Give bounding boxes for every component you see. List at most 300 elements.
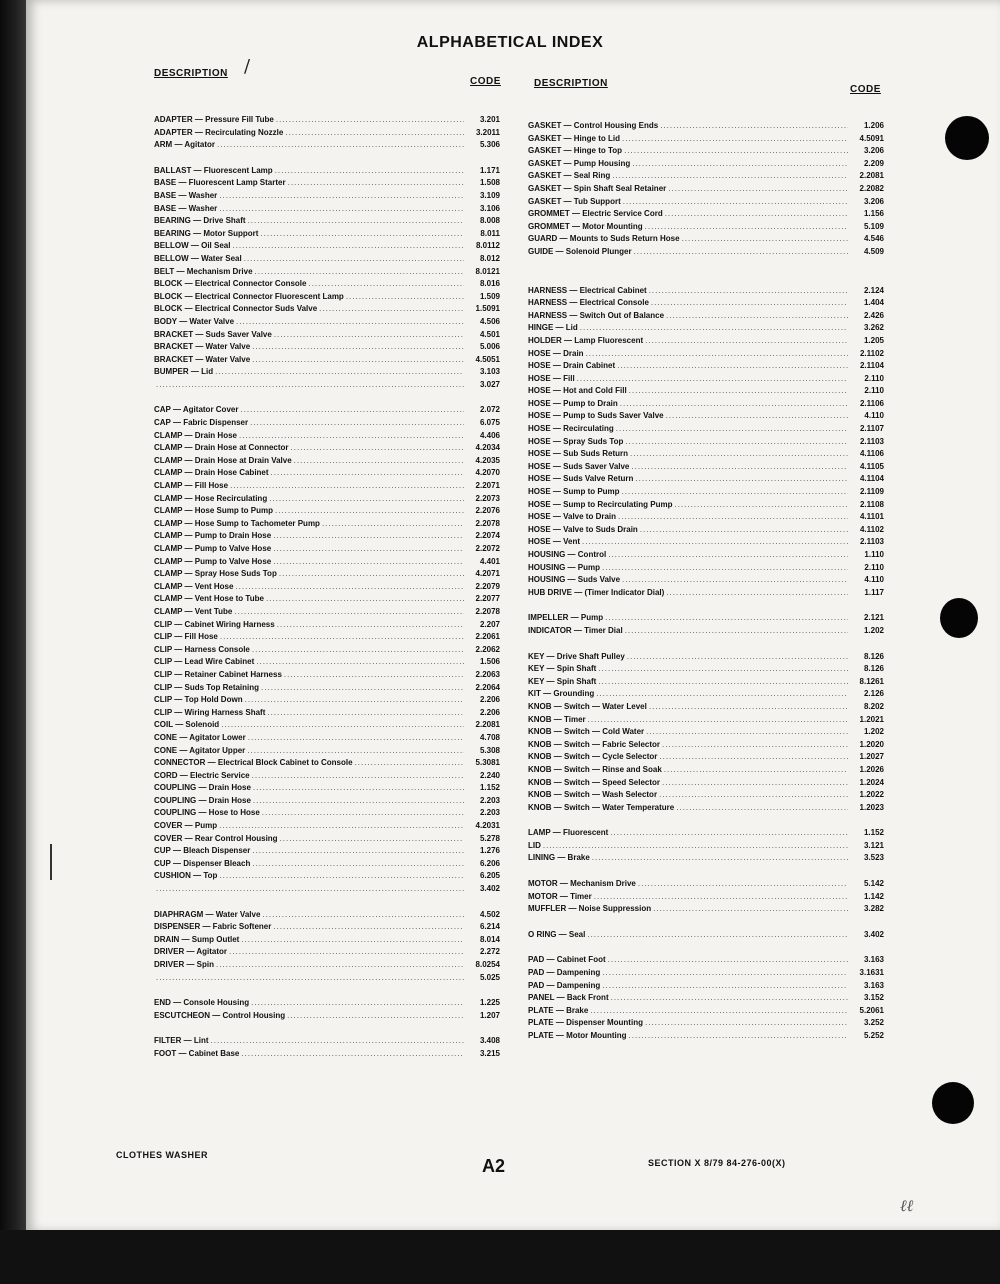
entry-description: COUPLING — Drain Hose [154,783,251,793]
entry-description: FILTER — Lint [154,1036,209,1046]
entry-code: 4.509 [863,246,884,256]
index-entry [528,448,884,461]
index-entry [154,732,500,745]
index-entry [154,833,500,846]
index-entry [154,165,500,178]
index-entry [528,436,884,449]
dot-leader [612,170,848,183]
entry-description: CLIP — Retainer Cabinet Harness [154,669,282,679]
dot-leader [629,1030,849,1043]
dot-leader [618,511,848,524]
index-entry [528,511,884,524]
entry-code: 1.206 [863,121,884,130]
dot-leader [596,688,848,701]
index-entry [154,593,500,606]
dot-leader [291,442,464,455]
entry-code: 3.206 [863,146,884,156]
entry-description: KNOB — Switch — Rinse and Soak [528,764,662,774]
dot-leader [241,1048,464,1061]
entry-description: KEY — Spin Shaft [528,676,597,686]
dot-leader [287,1010,464,1023]
scan-border-bottom [0,1230,1000,1284]
entry-code: 6.214 [479,922,500,932]
dot-leader [248,215,464,228]
dot-leader [230,480,464,493]
index-entry [154,845,500,858]
entry-code: 2.2071 [475,481,500,491]
index-entry [154,505,500,518]
entry-description: HOSE — Drain [528,348,584,358]
index-entry [528,221,884,234]
entry-description: KNOB — Switch — Cold Water [528,727,645,737]
entry-description: KNOB — Switch — Water Temperature [528,802,675,812]
entry-code: 4.2071 [475,569,500,579]
dot-leader [266,593,464,606]
dot-leader [355,757,464,770]
dot-leader [319,303,464,316]
entry-code: 4.501 [479,329,500,339]
entry-code: 4.1106 [859,449,884,459]
entry-description: GASKET — Spin Shaft Seal Retainer [528,183,667,193]
entry-description: KNOB — Switch — Cycle Selector [528,752,658,762]
index-entry [528,461,884,474]
index-entry [154,480,500,493]
entry-code: 1.225 [479,998,500,1008]
index-entry [528,322,884,335]
entry-code: 3.106 [479,203,500,213]
entry-description: CONE — Agitator Lower [154,732,246,742]
index-entry [154,1010,500,1023]
entry-code: 5.306 [479,140,500,150]
entry-code: 2.1106 [859,398,884,408]
dot-leader [659,789,848,802]
dot-leader [627,651,848,664]
index-entry [154,278,500,291]
index-entry [528,233,884,246]
dot-leader [262,807,464,820]
entry-code: 2.1103 [859,537,884,547]
entry-description: HOSE — Sump to Recirculating Pump [528,499,673,509]
dot-leader [632,158,848,171]
index-entry [528,373,884,386]
index-entry [528,473,884,486]
dot-leader [608,549,848,562]
entry-description: BASE — Washer [154,203,218,213]
entry-code: 8.126 [863,664,884,674]
dot-leader [236,316,464,329]
entry-code: 2.206 [479,707,500,717]
entry-code: 3.1631 [859,968,884,978]
entry-description: CLAMP — Hose Sump to Tachometer Pump [154,518,320,528]
entry-code: 4.502 [479,909,500,919]
entry-code: 1.2020 [859,739,884,749]
dot-leader [252,341,464,354]
entry-description: DRIVER — Agitator [154,947,228,957]
index-entry [154,883,500,896]
dot-leader [588,714,848,727]
index-entry [528,385,884,398]
entry-code: 3.252 [863,1018,884,1028]
index-entry [154,782,500,795]
index-entry [154,240,500,253]
entry-description: BRACKET — Suds Saver Valve [154,329,272,339]
dot-leader [156,972,464,985]
index-entry [528,486,884,499]
index-entry [528,1005,884,1018]
entry-description: BASE — Fluorescent Lamp Starter [154,178,286,188]
entry-code: 4.546 [863,234,884,244]
index-entry [154,228,500,241]
dot-leader [602,967,848,980]
index-entry [154,139,500,152]
entry-code: 8.016 [479,279,500,289]
entry-code: 2.209 [863,158,884,168]
index-entry [528,183,884,196]
index-entry [528,903,884,916]
entry-code: 2.1103 [859,436,884,446]
entry-code: 2.1108 [859,499,884,509]
entry-code: 8.0254 [475,960,500,969]
entry-description: KIT — Grounding [528,689,595,699]
entry-description: CLIP — Harness Console [154,644,250,654]
index-entry [528,663,884,676]
dot-leader [261,682,464,695]
entry-group-gap [528,814,884,827]
column-header-description-right: DESCRIPTION [534,78,608,89]
index-entry [154,127,500,140]
dot-leader [235,581,464,594]
dot-leader [240,404,464,417]
entry-code: 1.509 [479,291,500,301]
index-entry [528,310,884,323]
dot-leader [592,852,848,865]
index-entry [154,266,500,279]
index-entry [154,997,500,1010]
footer-product-name: CLOTHES WASHER [116,1150,209,1160]
dot-leader [245,694,464,707]
entry-code: 1.2024 [859,777,884,787]
entry-code: 2.2072 [475,544,500,553]
entry-code: 8.011 [480,228,500,238]
entry-description: COUPLING — Drain Hose [154,795,251,805]
dot-leader [220,631,464,644]
entry-code: 2.110 [864,386,884,396]
dot-leader [219,820,464,833]
entry-group-gap [154,1022,500,1035]
index-entry [154,909,500,922]
entry-code: 2.2062 [475,644,500,654]
index-entry [154,745,500,758]
entry-code: 3.201 [479,115,500,124]
dot-leader [610,827,848,840]
entry-description: HOUSING — Control [528,550,607,559]
dot-leader [625,625,848,638]
index-entry [154,820,500,833]
entry-code: 4.2035 [475,455,500,465]
index-entry [154,694,500,707]
index-entry [528,739,884,752]
index-entry [154,770,500,783]
entry-code: 2.2064 [475,682,500,692]
entry-code: 3.027 [479,379,500,389]
entry-description: GROMMET — Motor Mounting [528,221,643,231]
entry-code: 8.1261 [859,676,884,686]
entry-description: BEARING — Drive Shaft [154,216,246,226]
index-entry [528,777,884,790]
dot-leader [666,310,848,323]
index-entry [154,190,500,203]
index-entry [154,341,500,354]
dot-leader [260,228,464,241]
entry-description: GASKET — Hinge to Lid [528,133,620,143]
dot-leader [216,959,464,972]
handwritten-note: ℓℓ [900,1196,914,1215]
dot-leader [666,587,848,600]
index-entry [528,980,884,993]
scan-border-left [0,0,28,1284]
entry-code: 1.202 [863,727,884,737]
entry-code: 3.215 [479,1048,500,1058]
entry-description: HOSE — Fill [528,373,575,383]
entry-code: 2.2077 [475,594,500,604]
entry-description: HARNESS — Electrical Cabinet [528,285,647,295]
entry-code: 5.252 [863,1031,884,1040]
column-header-code-left: CODE [470,76,501,87]
entry-description: LAMP — Fluorescent [528,828,609,838]
entry-code: 3.282 [863,904,884,914]
dot-leader [232,240,464,253]
entry-code: 2.2073 [475,493,500,503]
entry-code: 4.2031 [475,821,500,831]
index-entry [154,858,500,871]
index-entry [154,329,500,342]
index-entry [528,802,884,815]
dot-leader [221,719,464,732]
dot-leader [543,840,848,853]
entry-description: GASKET — Hinge to Top [528,146,623,156]
entry-description: MUFFLER — Noise Suppression [528,904,652,914]
entry-description: CLAMP — Drain Hose at Connector [154,443,289,453]
entry-description: HOUSING — Pump [528,562,601,572]
entry-code: 5.006 [479,342,500,352]
index-entry [528,625,884,638]
footer-section-info: SECTION X 8/79 84-276-00(X) [648,1158,786,1168]
dot-leader [219,190,464,203]
entry-code: 8.126 [863,651,884,661]
dot-leader [659,751,848,764]
entry-code: 4.5051 [475,354,500,364]
entry-description: ESCUTCHEON — Control Housing [154,1010,286,1020]
index-entry [528,714,884,727]
index-entry [154,795,500,808]
index-entry [154,619,500,632]
entry-description: CLAMP — Drain Hose at Drain Valve [154,455,292,465]
dot-leader [623,196,848,209]
entry-code: 1.152 [479,783,500,793]
dot-leader [252,858,464,871]
dot-leader [271,467,464,480]
entry-description: CAP — Agitator Cover [154,405,239,415]
entry-description: GASKET — Tub Support [528,196,621,206]
index-entry [528,891,884,904]
index-entry [154,442,500,455]
index-entry [154,253,500,266]
dot-leader [273,556,464,569]
index-entry [154,682,500,695]
entry-description: CLIP — Fill Hose [154,632,218,642]
entry-code: 3.121 [863,840,884,850]
index-entry [154,215,500,228]
index-entry [528,360,884,373]
dot-leader [590,1005,848,1018]
entry-code: 4.1101 [859,512,884,522]
dot-leader [279,568,464,581]
entry-description: PAD — Dampening [528,968,601,978]
index-entry [154,568,500,581]
entry-code: 3.163 [863,980,884,990]
dot-leader [682,233,848,246]
index-entry [154,656,500,669]
entry-description: ADAPTER — Pressure Fill Tube [154,115,274,124]
entry-description: HOSE — Suds Saver Valve [528,461,630,471]
dot-leader [620,398,848,411]
entry-description: BALLAST — Fluorescent Lamp [154,165,273,175]
entry-code: 2.2078 [475,518,500,528]
index-entry [154,934,500,947]
index-entry [528,967,884,980]
entry-group-gap [154,152,500,165]
entry-description: CLAMP — Hose Recirculating [154,493,268,503]
entry-description: CLAMP — Fill Hose [154,481,229,491]
index-entry [528,840,884,853]
dot-leader [622,574,848,587]
dot-leader [651,297,848,310]
index-entry [154,404,500,417]
index-entry [154,354,500,367]
entry-code: 4.401 [479,556,500,566]
entry-description: PLATE — Dispenser Mounting [528,1018,643,1028]
entry-code: 2.2078 [475,606,500,616]
index-entry [154,972,500,985]
entry-description: DRAIN — Sump Outlet [154,934,240,944]
dot-leader [635,473,848,486]
dot-leader [582,536,848,549]
entry-code: 3.2011 [475,127,500,137]
footer-page-number: A2 [482,1156,506,1176]
entry-description: HOSE — Spray Suds Top [528,436,624,446]
index-entry [154,177,500,190]
dot-leader [666,410,848,423]
entry-code: 6.205 [479,871,500,881]
entry-description: HINGE — Lid [528,323,578,333]
index-entry [528,789,884,802]
index-entry [154,1035,500,1048]
dot-leader [274,329,464,342]
dot-leader [676,802,848,815]
entry-code: 6.206 [479,858,500,868]
dot-leader [219,203,464,216]
entry-description: DISPENSER — Fabric Softener [154,922,272,932]
index-entry [528,348,884,361]
index-entry [528,499,884,512]
dot-leader [660,120,848,133]
entry-code: 4.1102 [859,524,884,534]
entry-description: GASKET — Seal Ring [528,171,611,181]
index-entry [528,764,884,777]
entry-description: BLOCK — Electrical Connector Console [154,279,307,289]
entry-code: 1.508 [479,178,500,188]
dot-leader [608,954,848,967]
dot-leader [634,246,848,259]
dot-leader [273,543,464,556]
entry-code: 2.126 [863,689,884,699]
index-column-right [528,120,884,1043]
entry-code: 2.206 [479,695,500,705]
entry-code: 1.202 [863,625,884,635]
dot-leader [267,707,464,720]
entry-code: 1.2023 [859,802,884,812]
entry-description: BELLOW — Water Seal [154,253,242,263]
index-entry [528,145,884,158]
entry-description: HOSE — Sump to Pump [528,487,620,497]
entry-code: 4.506 [479,316,500,326]
index-entry [154,581,500,594]
entry-group-gap [154,391,500,404]
dot-leader [250,417,464,430]
entry-code: 8.0121 [475,266,500,276]
entry-group-gap [528,865,884,878]
entry-code: 1.2022 [859,790,884,800]
dot-leader [275,165,464,178]
dot-leader [294,455,464,468]
entry-code: 2.240 [479,770,500,780]
dot-leader [285,127,464,140]
index-entry [154,316,500,329]
entry-code: 2.1109 [859,487,884,497]
dot-leader [273,921,464,934]
index-column-left [154,114,500,1061]
entry-description: CLAMP — Vent Hose to Tube [154,594,264,604]
dot-leader [234,606,464,619]
entry-group-gap [528,272,884,285]
dot-leader [649,285,848,298]
entry-description: HOSE — Pump to Drain [528,398,618,408]
entry-description: KEY — Spin Shaft [528,664,597,674]
index-entry [154,644,500,657]
entry-code: 5.3081 [475,758,500,768]
dot-leader [244,253,464,266]
dot-leader [275,505,464,518]
dot-leader [217,139,464,152]
entry-code: 4.1105 [859,461,884,471]
entry-description: CLAMP — Pump to Drain Hose [154,531,272,541]
index-entry [154,493,500,506]
entry-code: 5.278 [479,833,500,843]
index-entry [528,676,884,689]
index-entry [528,1030,884,1043]
page-title: ALPHABETICAL INDEX [416,34,604,51]
entry-description: CLAMP — Drain Hose Cabinet [154,468,269,478]
entry-code: 1.2026 [859,764,884,774]
entry-description: HOSE — Pump to Suds Saver Valve [528,411,664,421]
entry-group-gap [528,259,884,272]
index-entry [528,726,884,739]
entry-description: MOTOR — Timer [528,891,592,901]
index-entry [528,549,884,562]
entry-description: CLAMP — Hose Sump to Pump [154,506,273,516]
dot-leader [277,619,464,632]
entry-code: 2.110 [864,562,884,572]
